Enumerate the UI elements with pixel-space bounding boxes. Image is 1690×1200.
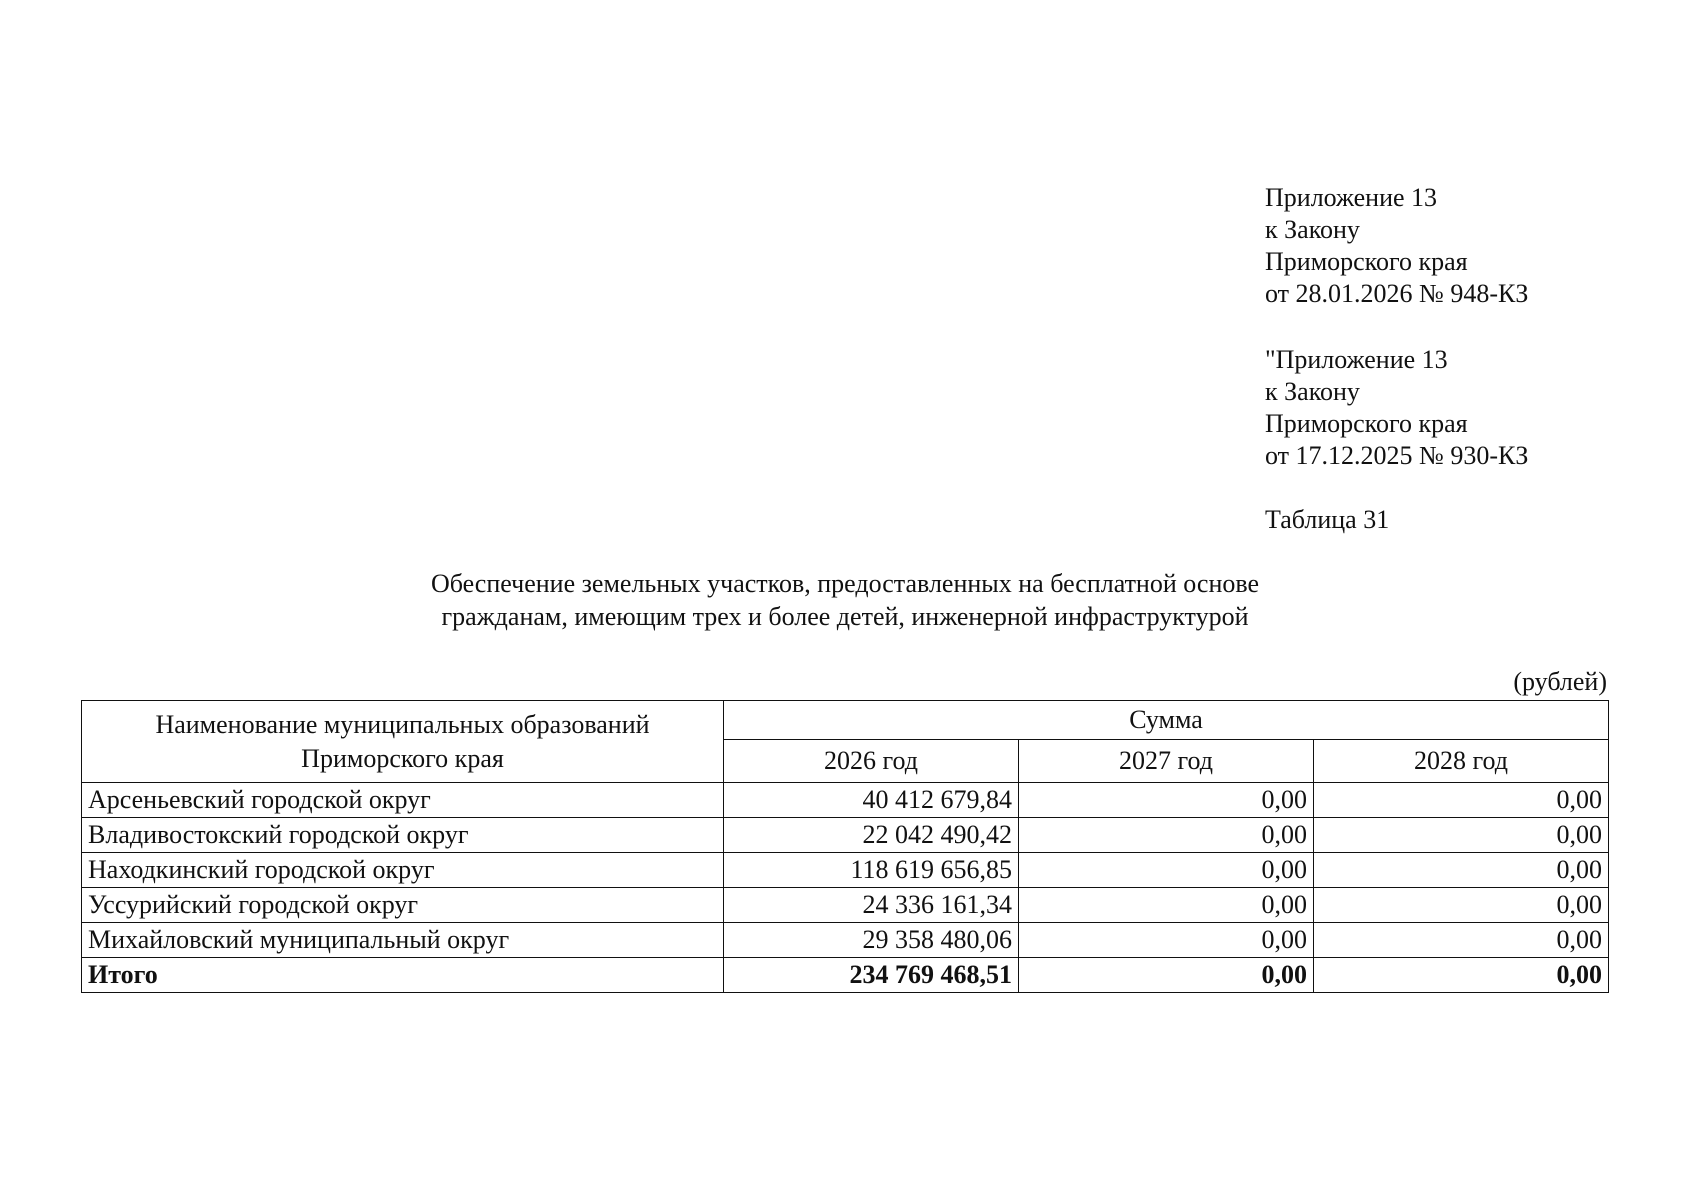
appendix-line: к Закону [1265,215,1360,244]
amount-2027: 0,00 [1019,783,1314,818]
amount-2026: 40 412 679,84 [724,783,1019,818]
municipality-name: Арсеньевский городской округ [82,783,724,818]
amount-2028: 0,00 [1314,923,1609,958]
appendix-line: Приморского края [1265,247,1468,276]
document-title-line: гражданам, имеющим трех и более детей, инженерной инфраструктурой [441,602,1249,631]
appendix-law-reference: от 17.12.2025 № 930-КЗ [1265,441,1529,470]
amount-2026: 118 619 656,85 [724,853,1019,888]
header-municipality [82,701,724,783]
appendix-line: к Закону [1265,377,1360,406]
document-title-line: Обеспечение земельных участков, предоставленных на бесплатной основе [430,569,1260,598]
total-2027: 0,00 [1019,958,1314,993]
header-municipality-line: Приморского края [301,743,504,773]
appendix-line: Приморского края [1265,409,1468,438]
appendix-line: "Приложение 13 [1265,345,1448,374]
municipality-name: Михайловский муниципальный округ [82,923,724,958]
funding-table [81,700,1609,993]
amount-2028: 0,00 [1314,783,1609,818]
total-label: Итого [82,958,724,993]
table-header-row [82,701,1609,740]
table-row [82,783,1609,818]
municipality-name: Владивостокский городской округ [82,818,724,853]
appendix-law-reference: от 28.01.2026 № 948-КЗ [1265,279,1529,308]
appendix-header-current [1265,182,1528,310]
total-2026: 234 769 468,51 [724,958,1019,993]
table-number: Таблица 31 [1265,505,1390,534]
amount-2028: 0,00 [1314,888,1609,923]
appendix-line: Приложение 13 [1265,183,1438,212]
table-total-row [82,958,1609,993]
amount-2027: 0,00 [1019,818,1314,853]
header-year-2026: 2026 год [724,740,1019,783]
table-row [82,923,1609,958]
municipality-name: Уссурийский городской округ [82,888,724,923]
table-row [82,888,1609,923]
amount-2026: 29 358 480,06 [724,923,1019,958]
document-title [300,567,1390,633]
amount-2027: 0,00 [1019,853,1314,888]
amount-2027: 0,00 [1019,888,1314,923]
header-municipality-line: Наименование муниципальных образований [155,709,650,739]
table-row [82,818,1609,853]
header-year-2028: 2028 год [1314,740,1609,783]
header-year-2027: 2027 год [1019,740,1314,783]
header-sum: Сумма [724,701,1609,740]
table-row [82,853,1609,888]
total-2028: 0,00 [1314,958,1609,993]
amount-2026: 24 336 161,34 [724,888,1019,923]
municipality-name: Находкинский городской округ [82,853,724,888]
amount-2027: 0,00 [1019,923,1314,958]
units-label: (рублей) [1513,667,1607,696]
appendix-header-original [1265,344,1528,472]
amount-2028: 0,00 [1314,853,1609,888]
amount-2026: 22 042 490,42 [724,818,1019,853]
amount-2028: 0,00 [1314,818,1609,853]
